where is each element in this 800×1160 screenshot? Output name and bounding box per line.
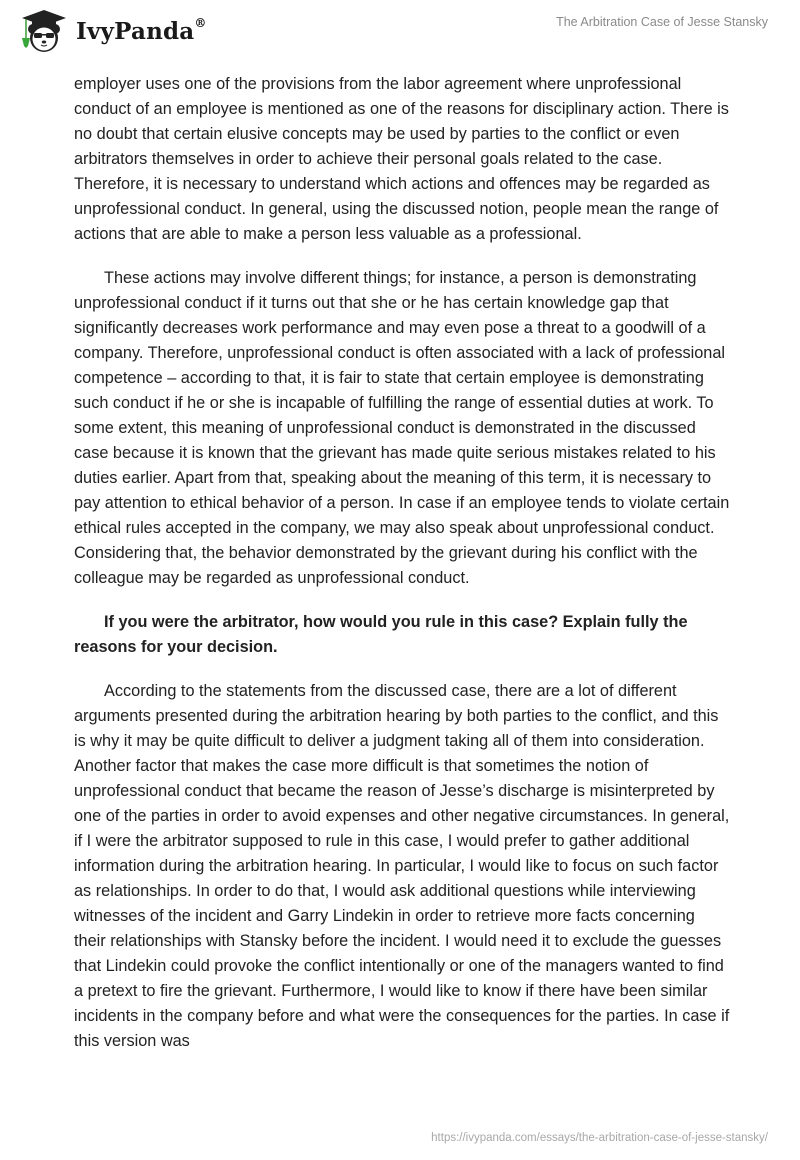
panda-graduate-icon (18, 8, 68, 54)
source-url[interactable]: https://ivypanda.com/essays/the-arbitration-case-of-jesse-stansky/ (431, 1132, 768, 1144)
paragraph: employer uses one of the provisions from the labor agreement where unprofessional conduct of an employee is mentioned as one of the reasons for disciplinary action. There is no doubt that certain elusive concepts may be used by parties to the conflict or even arbitrators themselves in order to achieve their personal goals related to the case. Therefore, it is necessary to understand which actions and offences may be regarded as unprofessional conduct. In general, using the discussed notion, people mean the range of actions that are able to make a person less valuable as a professional. (74, 75, 729, 243)
question-heading: If you were the arbitrator, how would you rule in this case? Explain fully the reasons for your decision. (74, 613, 688, 656)
paragraph: These actions may involve different things; for instance, a person is demonstrating unprofessional conduct if it turns out that she or he has certain knowledge gap that significantly decreases work performance and may even pose a threat to a goodwill of a company. Therefore, unprofessional conduct is often associated with a lack of professional competence – according to that, it is fair to state that certain employee is demonstrating such conduct if he or she is incapable of fulfilling the range of essential duties at work. To some extent, this meaning of unprofessional conduct is demonstrated in the discussed case because it is known that the grievant has made quite serious mistakes related to his duties earlier. Apart from that, speaking about the meaning of this term, it is necessary to pay attention to ethical behavior of a person. In case if an employee tends to violate certain ethical rules accepted in the company, we may also speak about unprofessional conduct. Considering that, the behavior demonstrated by the grievant during his conflict with the colleague may be regarded as unprofessional conduct. (74, 269, 730, 587)
page-header (0, 0, 800, 64)
essay-body (74, 72, 730, 1073)
brand-name: IvyPanda® (76, 15, 207, 45)
brand-logo[interactable] (18, 8, 207, 54)
paragraph: According to the statements from the discussed case, there are a lot of different arguments presented during the arbitration hearing by both parties to the conflict, and this is why it may be quite difficult to deliver a judgment taking all of them into consideration. Another factor that makes the case more difficult is that sometimes the notion of unprofessional conduct that became the reason of Jesse’s discharge is misinterpreted by one of the parties in order to avoid expenses and other negative circumstances. In general, if I were the arbitrator supposed to rule in this case, I would prefer to gather additional information during the arbitration hearing. In particular, I would like to focus on such factor as relationships. In order to do that, I would ask additional questions while interviewing witnesses of the incident and Garry Lindekin in order to retrieve more facts concerning their relationships with Stansky before the incident. I would need it to exclude the guesses that Lindekin could provoke the conflict intentionally or one of the managers wanted to find a pretext to fire the grievant. Furthermore, I would like to know if there have been similar incidents in the company before and what were the consequences for the parties. In case if this version was (74, 682, 730, 1050)
document-title: The Arbitration Case of Jesse Stansky (556, 15, 768, 29)
